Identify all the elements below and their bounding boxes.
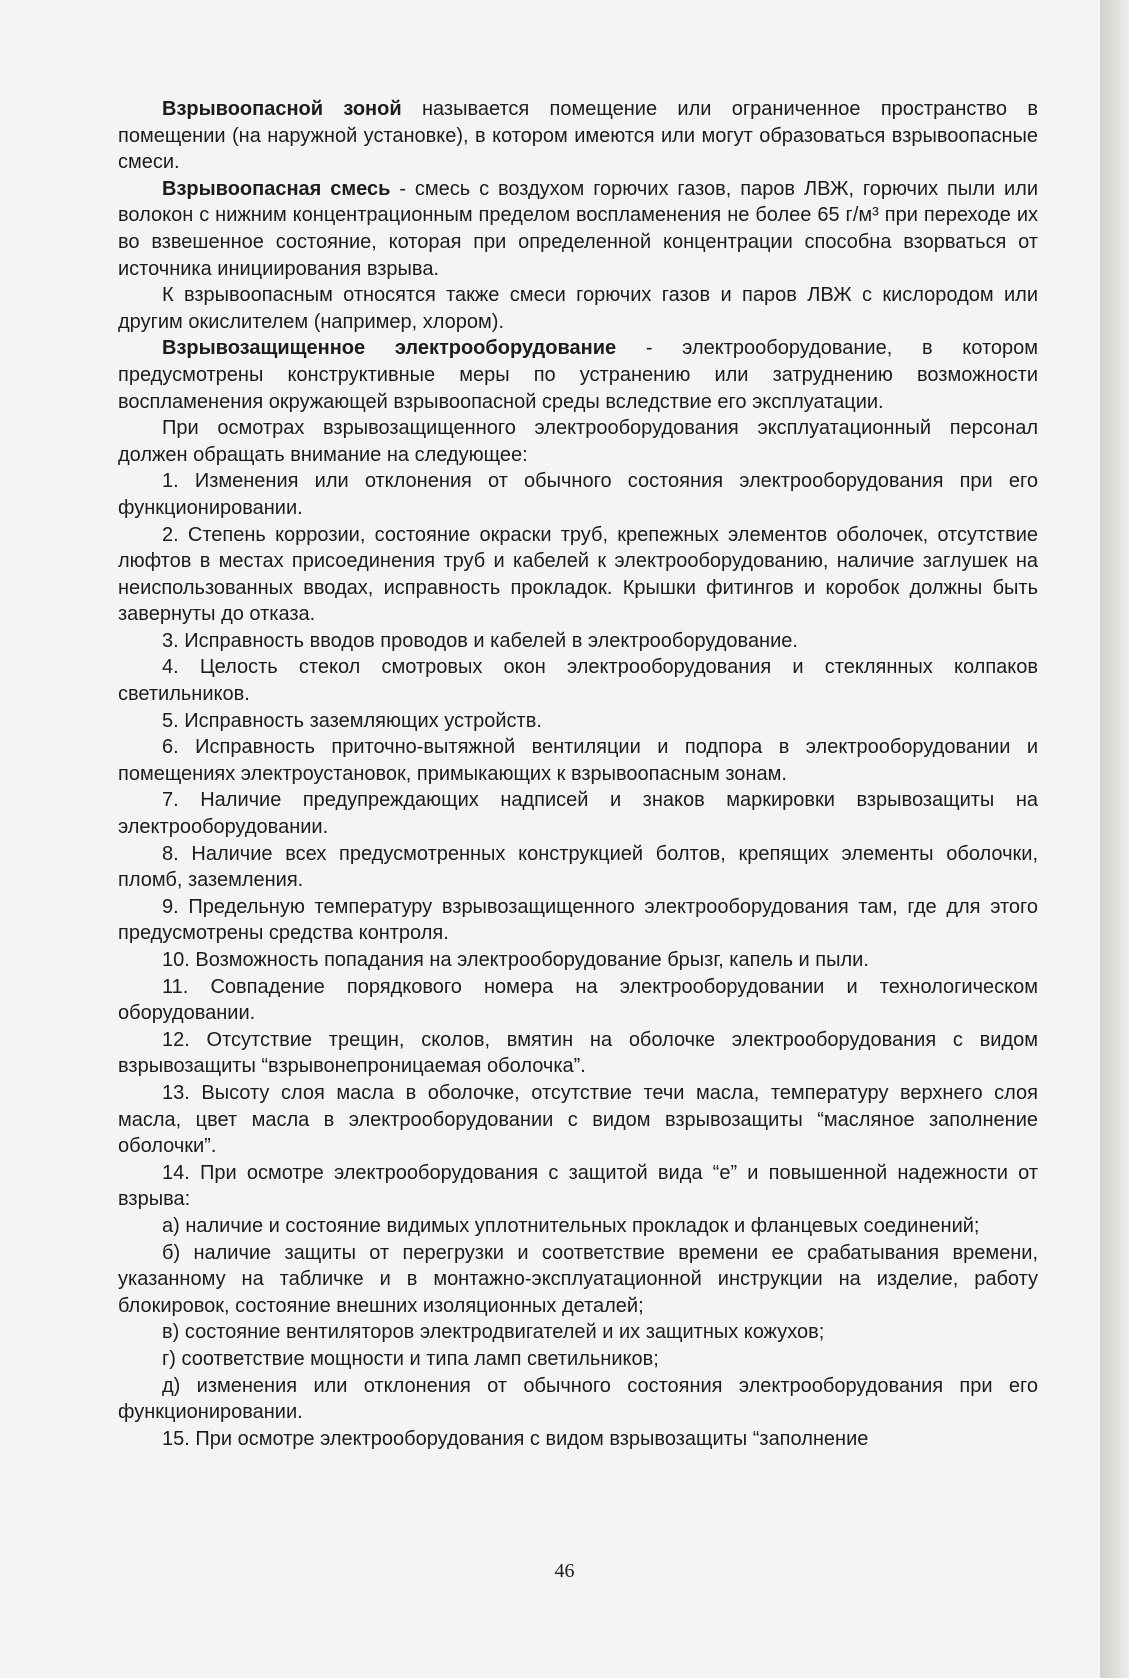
paragraph-text: - смесь с воздухом горючих газов, паров ЛВЖ, горючих пыли или волокон с нижним концентрационным пределом воспламенения не более 65 г/м³ при переходе их во взвешенное состояние, которая при определенной концентрации способна взорваться от источника инициирования взрыва. — [118, 177, 1038, 280]
paragraph — [118, 654, 1038, 707]
paragraph-text: 8. Наличие всех предусмотренных конструкцией болтов, крепящих элементы оболочки, пломб, заземления. — [118, 842, 1038, 892]
paragraph-text: а) наличие и состояние видимых уплотнительных прокладок и фланцевых соединений; — [162, 1214, 980, 1237]
paragraph — [118, 1426, 1038, 1453]
paragraph — [118, 1373, 1038, 1426]
paragraph — [118, 282, 1038, 335]
paragraph-text: 3. Исправность вводов проводов и кабелей в электрооборудование. — [162, 629, 798, 652]
paragraph-text: 6. Исправность приточно-вытяжной вентиляции и подпора в электрооборудовании и помещениях электроустановок, примыкающих к взрывоопасным зонам. — [118, 736, 1038, 785]
paragraph — [118, 947, 1038, 974]
paragraph — [118, 1080, 1038, 1160]
paragraph — [118, 1319, 1038, 1346]
paragraph — [118, 415, 1038, 468]
paragraph — [118, 1027, 1038, 1080]
body-text — [118, 96, 1038, 1452]
paragraph-text: в) состояние вентиляторов электродвигателей и их защитных кожухов; — [162, 1321, 825, 1344]
paragraph-text: - электрооборудование, в котором предусмотрены конструктивные меры по устранению или затруднению возможности воспламенения окружающей взрывоопасной среды вследствие его эксплуатации. — [118, 337, 1038, 413]
paragraph — [118, 787, 1038, 840]
paragraph-text: При осмотрах взрывозащищенного электрооборудования эксплуатационный персонал должен обращать внимание на следующее: — [118, 417, 1038, 466]
page-number: 46 — [554, 1560, 575, 1582]
paragraph — [118, 1240, 1038, 1320]
paragraph-text: 11. Совпадение порядкового номера на электрооборудовании и технологическом оборудовании. — [118, 975, 1038, 1025]
paragraph — [118, 522, 1038, 628]
paragraph — [118, 335, 1038, 415]
defined-term: Взрывозащищенное электрооборудование — [162, 337, 617, 360]
paragraph — [118, 708, 1038, 735]
paragraph-text: называется помещение или ограниченное пространство в помещении (на наружной установке), в котором имеются или могут образоваться взрывоопасные смеси. — [118, 98, 1038, 174]
paragraph — [118, 894, 1038, 947]
paragraph — [118, 734, 1038, 787]
paragraph-text: д) изменения или отклонения от обычного состояния электрооборудования при его функционировании. — [118, 1374, 1038, 1424]
paragraph — [118, 628, 1038, 655]
paragraph-text: 7. Наличие предупреждающих надписей и знаков маркировки взрывозащиты на электрооборудовании. — [118, 789, 1038, 839]
paragraph — [118, 1160, 1038, 1213]
defined-term: Взрывоопасной зоной — [162, 98, 402, 120]
paragraph-text: 13. Высоту слоя масла в оболочке, отсутствие течи масла, температуру верхнего слоя масла, цвет масла в электрооборудовании с видом взрывозащиты “масляное заполнение оболочки”. — [118, 1081, 1038, 1158]
paragraph — [118, 96, 1038, 176]
paragraph-text: 5. Исправность заземляющих устройств. — [162, 709, 542, 732]
paragraph-text: г) соответствие мощности и типа ламп светильников; — [162, 1347, 659, 1370]
paragraph — [118, 841, 1038, 894]
paragraph-text: 9. Предельную температуру взрывозащищенного электрооборудования там, где для этого предусмотрены средства контроля. — [118, 895, 1038, 945]
paragraph-text: 1. Изменения или отклонения от обычного состояния электрооборудования при его функционировании. — [118, 470, 1038, 519]
paragraph — [118, 468, 1038, 521]
paragraph-text: 4. Целость стекол смотровых окон электрооборудования и стеклянных колпаков светильников. — [118, 656, 1038, 706]
paragraph — [118, 974, 1038, 1027]
paragraph-text: 2. Степень коррозии, состояние окраски труб, крепежных элементов оболочек, отсутствие люфтов в местах присоединения труб и кабелей к электрооборудованию, наличие заглушек на неиспользованных вводах, исправность прокладок. Крышки фитингов и коробок должны быть завернуты до отказа. — [118, 523, 1038, 626]
page-edge-shadow — [1100, 0, 1129, 1678]
paragraph — [118, 176, 1038, 282]
defined-term: Взрывоопасная смесь — [162, 177, 391, 200]
paragraph — [118, 1346, 1038, 1373]
paragraph-text: б) наличие защиты от перегрузки и соответствие времени ее срабатывания времени, указанному на табличке и в монтажно-эксплуатационной инструкции на изделие, работу блокировок, состояние внешних изоляционных деталей; — [118, 1241, 1038, 1317]
paragraph-text: К взрывоопасным относятся также смеси горючих газов и паров ЛВЖ с кислородом или другим окислителем (например, хлором). — [118, 284, 1038, 333]
paragraph — [118, 1213, 1038, 1240]
paragraph-text: 10. Возможность попадания на электрооборудование брызг, капель и пыли. — [162, 949, 869, 971]
paragraph-text: 15. При осмотре электрооборудования с видом взрывозащиты “заполнение — [162, 1427, 869, 1450]
paragraph-text: 14. При осмотре электрооборудования с защитой вида “е” и повышенной надежности от взрыва: — [118, 1161, 1038, 1211]
paragraph-text: 12. Отсутствие трещин, сколов, вмятин на оболочке электрооборудования с видом взрывозащиты “взрывонепроницаемая оболочка”. — [118, 1028, 1038, 1078]
